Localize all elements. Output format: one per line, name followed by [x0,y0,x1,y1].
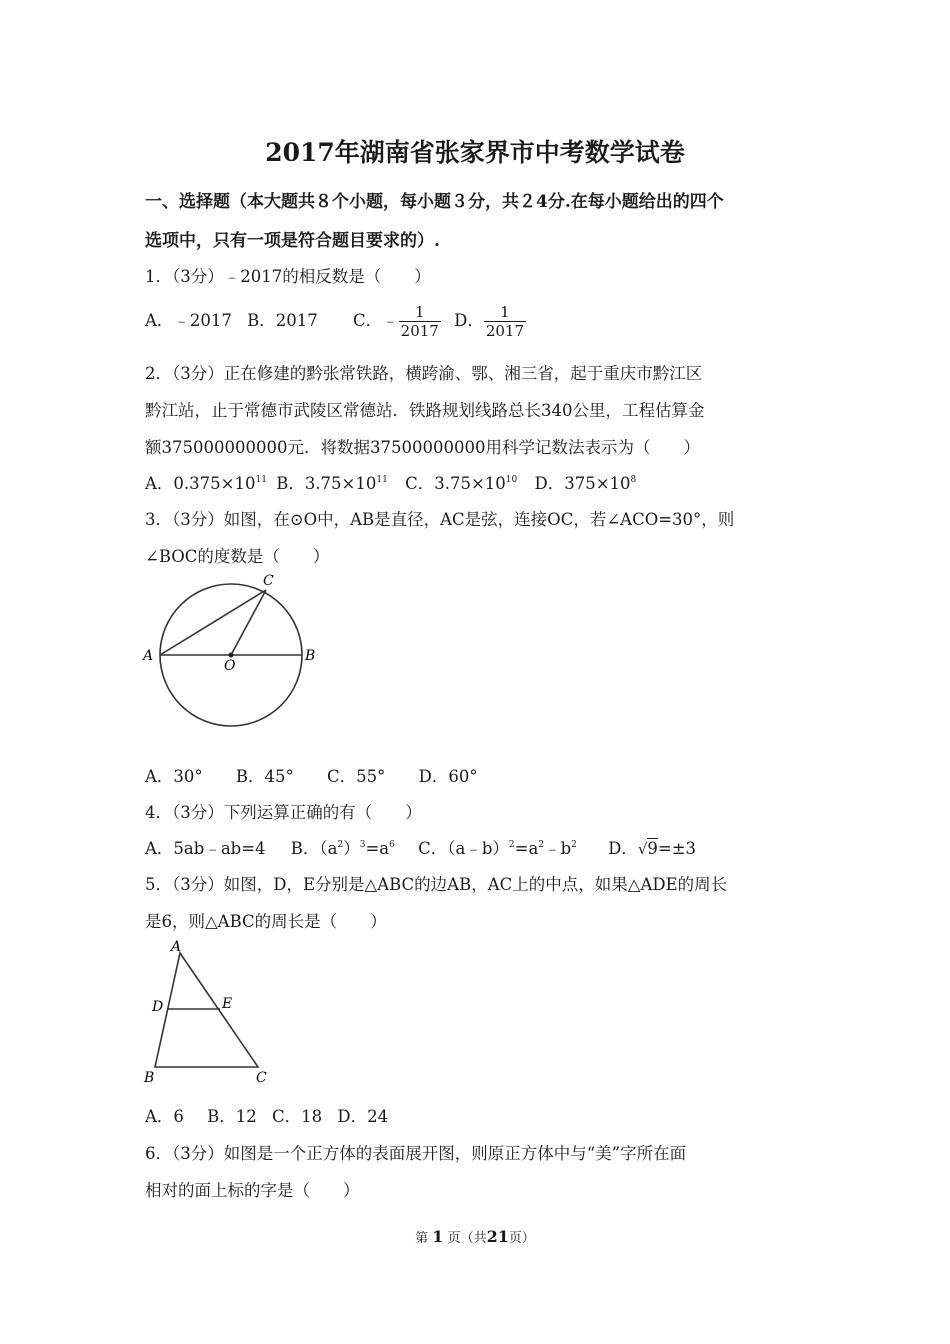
q5-option-c: C．18 [272,1107,323,1126]
q5-option-a: A．6 [145,1107,184,1126]
q1-option-a: A．﹣2017 [145,311,232,330]
page-footer [0,1227,950,1246]
question-2-line1: 2．（3分）正在修建的黔张常铁路，横跨渝、鄂、湘三省，起于重庆市黔江区 [145,364,703,383]
q4-option-b: B．$(a^2)^3=a^6$ [290,839,395,858]
label-o: O [224,658,236,674]
label-c: C [263,573,274,589]
label-b: B [305,648,316,664]
section-heading-line2: 选项中，只有一项是符合题目要求的）. [145,231,440,251]
label-a: A [171,939,182,955]
question-3-line2: ∠BOC的度数是（ ） [145,547,330,566]
label-a: A [143,648,154,664]
footer-suffix: 页） [508,1231,535,1246]
question-2-line2: 黔江站，止于常德市武陵区常德站．铁路规划线路总长340公里，工程估算金 [145,401,705,420]
circle-diagram [140,568,330,733]
q2-option-c: C．$3.75\times 10^{10}$ [405,474,518,493]
page-title: 2017年湖南省张家界市中考数学试卷 [265,138,685,167]
q4-option-d: D．√9=±3 [608,839,697,858]
total-pages: 21 [486,1227,509,1246]
fraction-denominator: 2017 [400,322,439,340]
fraction-numerator: 1 [484,303,526,322]
question-5-line2: 是6，则△ABC的周长是（ ） [145,912,387,931]
q3-option-a: A．30° [145,767,203,786]
page-number: 1 [432,1227,444,1246]
question-5-line1: 5．（3分）如图，D，E分别是△ABC的边AB，AC上的中点，如果△ADE的周长 [145,875,728,894]
fraction-numerator: 1 [399,303,441,322]
label-d: D [152,999,164,1015]
q1-option-c-fraction [399,303,441,340]
q3-option-c: C．55° [327,767,386,786]
q4-option-c: C．$(a﹣b)^2=a^2﹣b^2$ [418,839,577,858]
question-3-line1: 3．（3分）如图，在⊙O中，AB是直径，AC是弦，连接OC，若∠ACO=30°，则 [145,510,735,529]
label-e: E [222,996,233,1012]
question-1-stem: 1．（3分）﹣2017的相反数是（ ） [145,267,431,286]
question-5-options [145,1103,388,1127]
footer-middle: 页（共 [447,1231,487,1246]
triangle-abc [155,953,258,1067]
chord-ac [160,590,266,655]
q5-option-b: B．12 [207,1107,257,1126]
q3-option-b: B．45° [235,767,294,786]
fraction-denominator: 2017 [485,322,525,340]
question-2-options [145,470,636,494]
triangle-diagram [138,935,278,1085]
q2-option-a: A．$0.375\times 10^{11}$ [145,474,267,493]
label-c: C [256,1070,267,1085]
q2-option-b: B．$3.75\times 10^{11}$ [276,474,388,493]
q5-option-d: D．24 [337,1107,389,1126]
question-4-stem: 4．（3分）下列运算正确的有（ ） [145,803,422,822]
question-6-line2: 相对的面上标的字是（ ） [145,1181,360,1200]
q2-option-d: D．$375\times 10^8$ [534,474,637,493]
footer-prefix: 第 [415,1231,429,1246]
section-heading-line1: 一、选择题（本大题共８个小题，每小题３分，共２4分.在每小题给出的四个 [145,192,724,212]
q1-option-d-fraction [484,303,526,340]
question-3-options [145,763,478,787]
question-6-line1: 6．（3分）如图是一个正方体的表面展开图，则原正方体中与“美”字所在面 [145,1144,687,1163]
question-2-line3: 额375000000000元．将数据37500000000用科学记数法表示为（ ） [145,438,700,457]
label-b: B [144,1070,155,1085]
radius-oc [231,590,266,655]
center-point [229,653,234,658]
question-4-options [145,835,696,859]
q1-option-d-prefix: D． [454,311,484,330]
q4-option-a: A．5ab﹣ab=4 [145,839,266,858]
question-1-options [145,303,526,340]
q3-option-d: D．60° [418,767,478,786]
q1-option-b: B．2017 [247,311,318,330]
q1-option-c-prefix: C．﹣ [353,311,399,330]
